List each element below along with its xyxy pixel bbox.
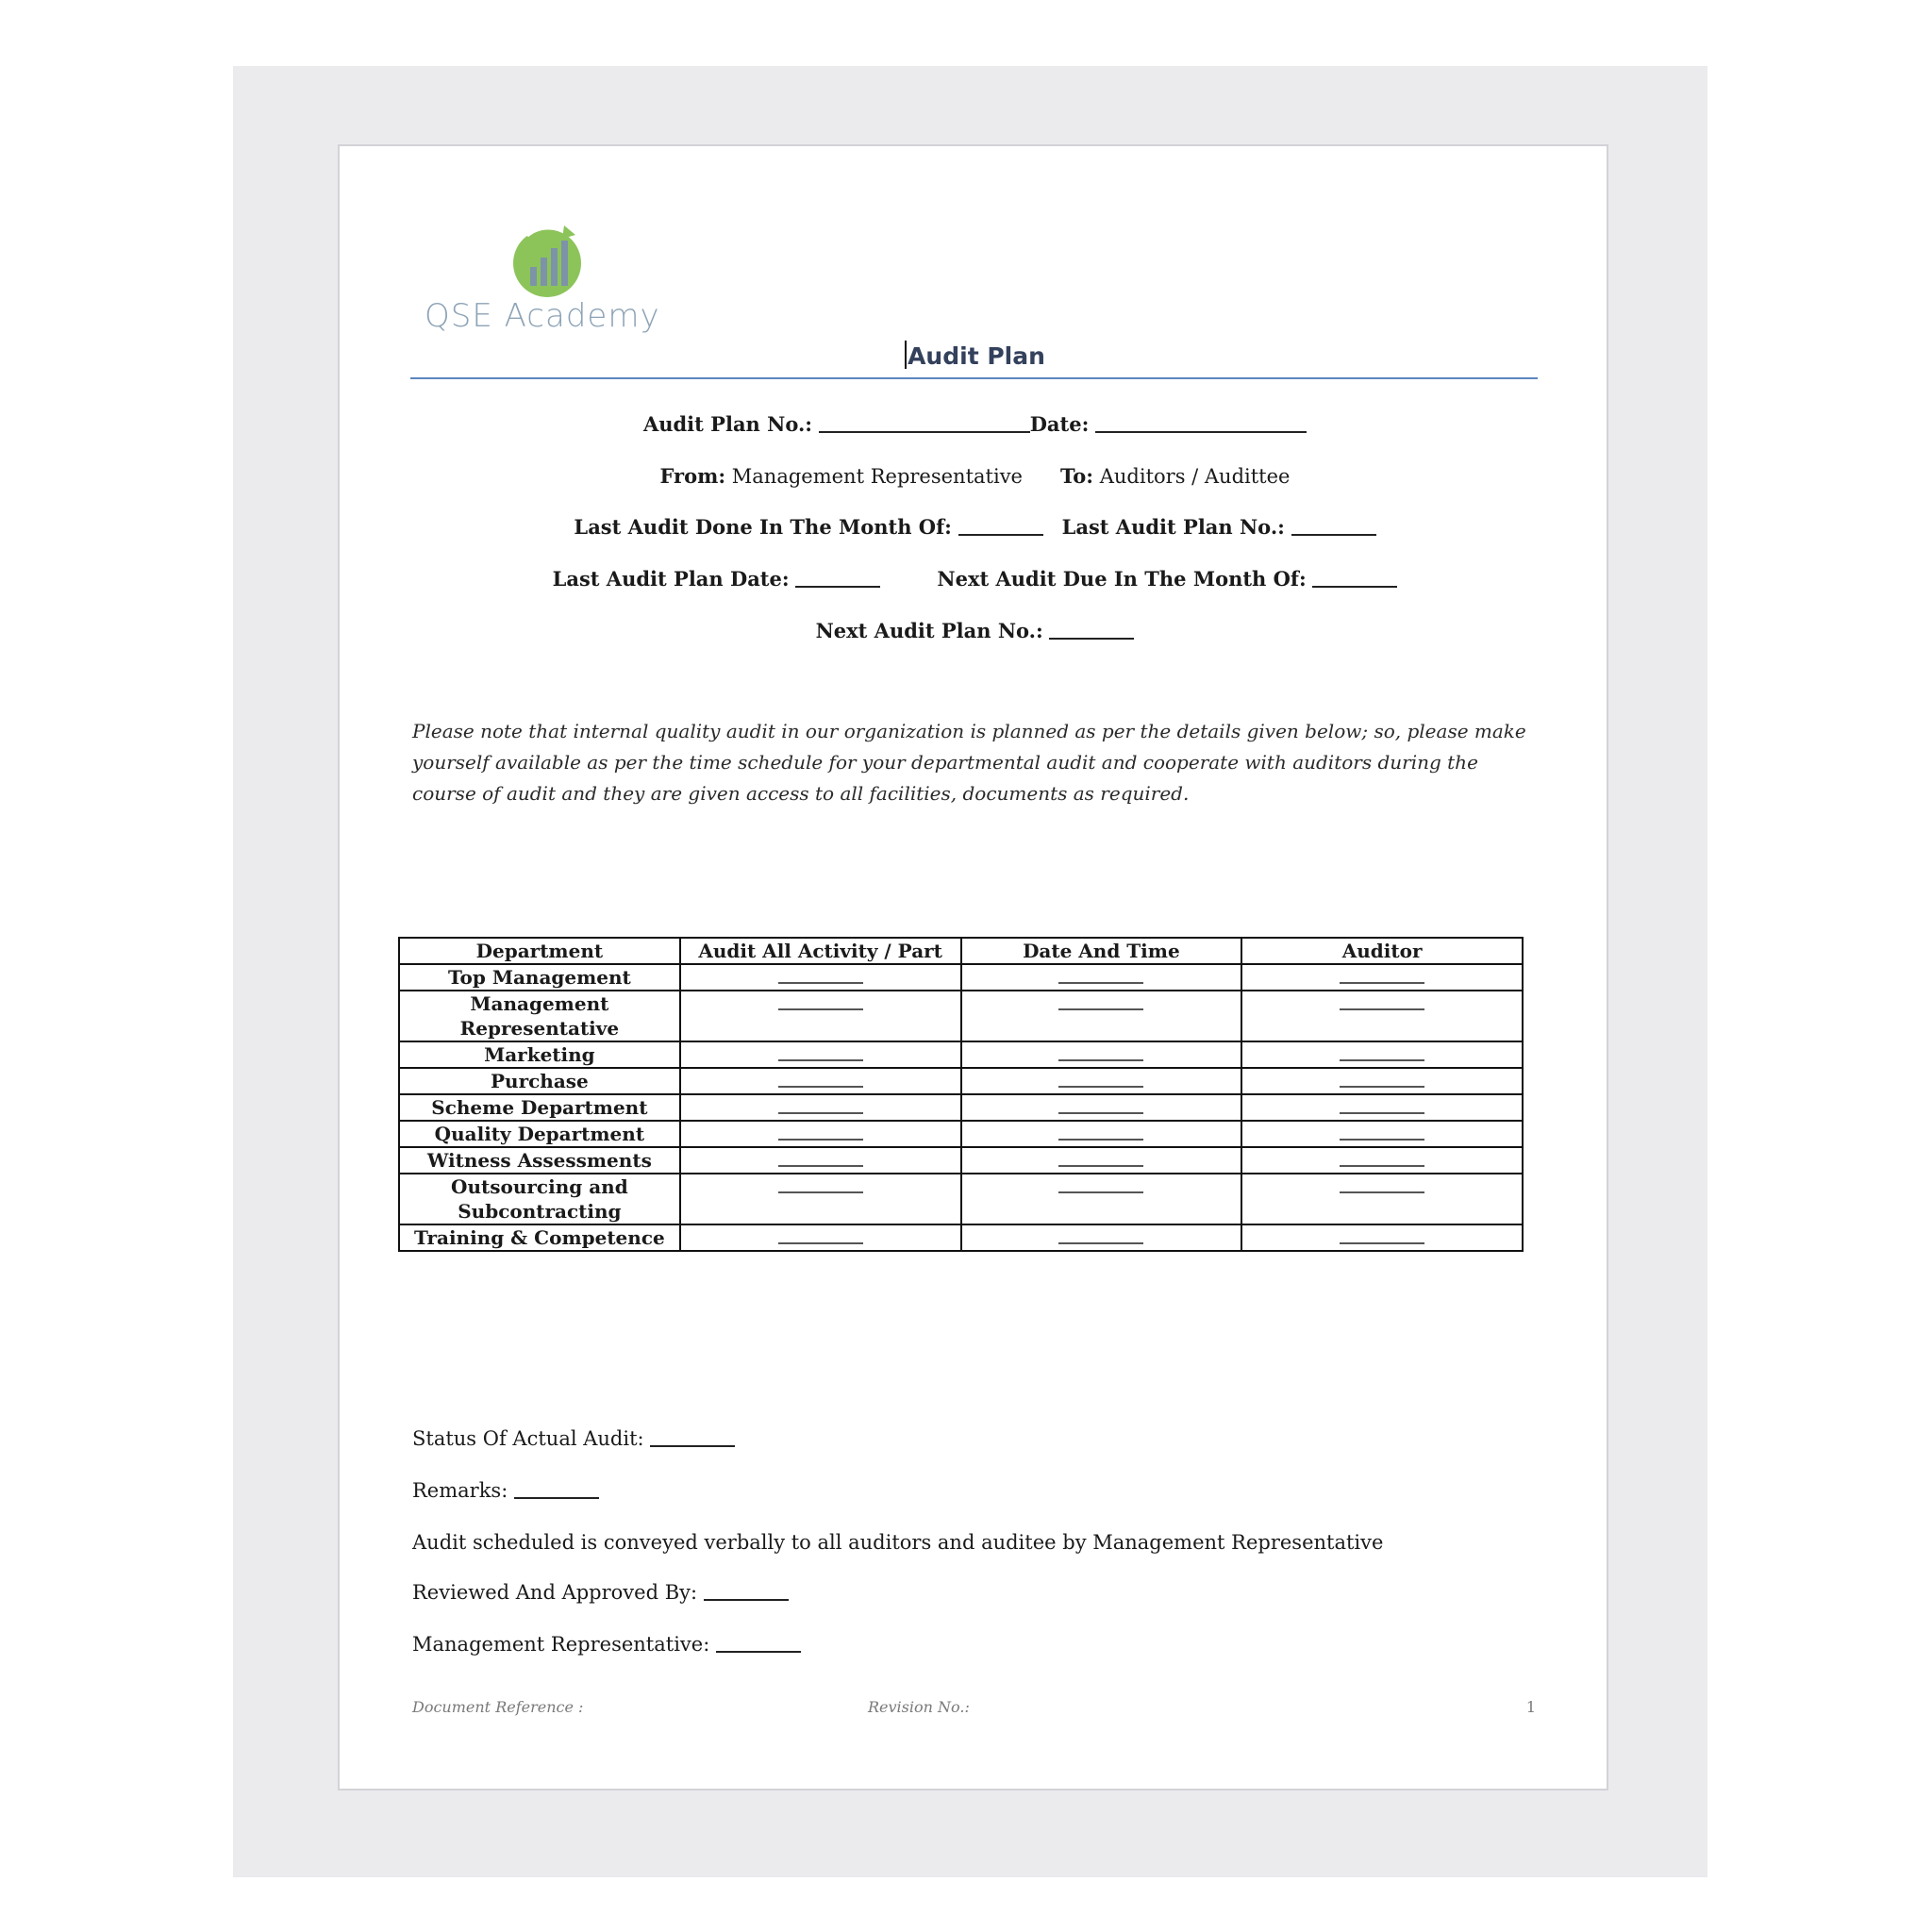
blank-line <box>1340 1125 1424 1141</box>
from-label: From: <box>659 464 726 488</box>
reviewed-line <box>412 1581 789 1604</box>
date-blank[interactable] <box>1095 416 1307 433</box>
blank-line <box>1340 1152 1424 1167</box>
blank-line <box>1340 1046 1424 1061</box>
date-time-cell[interactable] <box>961 1174 1242 1224</box>
to-value: Auditors / Audittee <box>1099 465 1291 488</box>
next-plan-no-blank[interactable] <box>1049 623 1134 640</box>
blank-line <box>1340 1229 1424 1244</box>
blank-line <box>1058 1073 1143 1088</box>
status-blank[interactable] <box>650 1430 735 1447</box>
document-reference: Document Reference : <box>412 1698 584 1716</box>
blank-line <box>1058 1178 1143 1193</box>
blank-line <box>778 1073 863 1088</box>
blank-line <box>1058 969 1143 984</box>
department-cell: Quality Department <box>399 1121 680 1147</box>
auditor-cell[interactable] <box>1241 1068 1523 1094</box>
auditor-cell[interactable] <box>1241 1174 1523 1224</box>
blank-line <box>778 1229 863 1244</box>
date-time-cell[interactable] <box>961 1094 1242 1121</box>
auditor-cell[interactable] <box>1241 1121 1523 1147</box>
next-plan-no-label: Next Audit Plan No.: <box>815 619 1043 642</box>
table-row <box>399 1174 1523 1224</box>
auditor-cell[interactable] <box>1241 1041 1523 1068</box>
header-activity: Audit All Activity / Part <box>680 938 961 964</box>
company-logo <box>425 224 679 337</box>
blank-line <box>1058 1099 1143 1114</box>
blank-line <box>1058 1125 1143 1141</box>
date-time-cell[interactable] <box>961 1121 1242 1147</box>
table-row <box>399 1068 1523 1094</box>
page-number: 1 <box>1525 1698 1536 1716</box>
last-audit-month-blank[interactable] <box>958 519 1043 536</box>
document-title[interactable]: Audit Plan <box>340 341 1610 370</box>
date-time-cell[interactable] <box>961 964 1242 991</box>
from-to-row <box>340 464 1610 488</box>
blank-line <box>1058 1152 1143 1167</box>
from-value: Management Representative <box>731 465 1023 488</box>
blank-line <box>1058 995 1143 1010</box>
header-auditor: Auditor <box>1241 938 1523 964</box>
activity-cell[interactable] <box>680 1041 961 1068</box>
date-time-cell[interactable] <box>961 991 1242 1041</box>
department-cell: Purchase <box>399 1068 680 1094</box>
table-row <box>399 1041 1523 1068</box>
next-plan-no-row <box>340 619 1610 642</box>
header-department: Department <box>399 938 680 964</box>
to-label: To: <box>1060 464 1094 488</box>
auditor-cell[interactable] <box>1241 1094 1523 1121</box>
last-plan-date-row <box>340 567 1610 591</box>
auditor-cell[interactable] <box>1241 1224 1523 1251</box>
activity-cell[interactable] <box>680 1224 961 1251</box>
table-row <box>399 1224 1523 1251</box>
document-page <box>338 144 1608 1790</box>
mr-line <box>412 1633 801 1656</box>
table-row <box>399 991 1523 1041</box>
title-underline <box>410 377 1538 379</box>
blank-line <box>778 1178 863 1193</box>
mr-label: Management Representative: <box>412 1633 710 1656</box>
blank-line <box>778 1099 863 1114</box>
blank-line <box>1340 1073 1424 1088</box>
department-cell: Outsourcing and Subcontracting <box>399 1174 680 1224</box>
audit-schedule-table <box>398 937 1524 1252</box>
activity-cell[interactable] <box>680 1094 961 1121</box>
table-row <box>399 1094 1523 1121</box>
audit-note: Please note that internal quality audit in our organization is planned as per the details given below; so, please make yourself available as per the time schedule for your departmental audit and cooperate with auditors during the course of audit and they are given access to all facilities, documents as required. <box>412 720 1526 805</box>
next-due-label: Next Audit Due In The Month Of: <box>937 567 1307 591</box>
blank-line <box>778 1125 863 1141</box>
next-due-blank[interactable] <box>1312 571 1397 588</box>
date-time-cell[interactable] <box>961 1068 1242 1094</box>
last-audit-row <box>340 515 1610 539</box>
department-cell: Training & Competence <box>399 1224 680 1251</box>
status-label: Status Of Actual Audit: <box>412 1427 644 1450</box>
blank-line <box>778 969 863 984</box>
plan-no-blank[interactable] <box>819 416 1030 433</box>
bar-chart-logo-icon <box>508 224 592 299</box>
blank-line <box>1340 1178 1424 1193</box>
blank-line <box>1340 1099 1424 1114</box>
text-cursor <box>905 341 907 369</box>
logo-text: QSE Academy <box>425 297 660 335</box>
plan-number-date-row <box>340 412 1610 436</box>
date-time-cell[interactable] <box>961 1041 1242 1068</box>
table-row <box>399 1121 1523 1147</box>
department-cell: Witness Assessments <box>399 1147 680 1174</box>
remarks-line <box>412 1479 599 1502</box>
activity-cell[interactable] <box>680 1174 961 1224</box>
activity-cell[interactable] <box>680 991 961 1041</box>
conveyed-text: Audit scheduled is conveyed verbally to all auditors and auditee by Management Representative <box>412 1531 1384 1554</box>
date-time-cell[interactable] <box>961 1224 1242 1251</box>
blank-line <box>778 1152 863 1167</box>
department-cell: Management Representative <box>399 991 680 1041</box>
mr-blank[interactable] <box>716 1636 801 1653</box>
remarks-blank[interactable] <box>514 1482 599 1499</box>
activity-cell[interactable] <box>680 1121 961 1147</box>
department-cell: Marketing <box>399 1041 680 1068</box>
department-cell: Scheme Department <box>399 1094 680 1121</box>
department-cell: Top Management <box>399 964 680 991</box>
last-plan-date-blank[interactable] <box>795 571 880 588</box>
last-plan-no-blank[interactable] <box>1291 519 1376 536</box>
reviewed-blank[interactable] <box>704 1584 789 1601</box>
auditor-cell[interactable] <box>1241 1147 1523 1174</box>
status-line <box>412 1427 735 1450</box>
last-plan-no-label: Last Audit Plan No.: <box>1061 515 1285 539</box>
table-row <box>399 1147 1523 1174</box>
revision-number: Revision No.: <box>868 1698 970 1716</box>
table-row <box>399 964 1523 991</box>
auditor-cell[interactable] <box>1241 964 1523 991</box>
activity-cell[interactable] <box>680 964 961 991</box>
blank-line <box>1340 969 1424 984</box>
date-time-cell[interactable] <box>961 1147 1242 1174</box>
reviewed-label: Reviewed And Approved By: <box>412 1581 698 1604</box>
auditor-cell[interactable] <box>1241 991 1523 1041</box>
plan-no-label: Audit Plan No.: <box>642 412 813 436</box>
blank-line <box>1058 1229 1143 1244</box>
date-label: Date: <box>1029 412 1090 436</box>
last-audit-month-label: Last Audit Done In The Month Of: <box>574 515 952 539</box>
remarks-label: Remarks: <box>412 1479 508 1502</box>
blank-line <box>1058 1046 1143 1061</box>
activity-cell[interactable] <box>680 1147 961 1174</box>
blank-line <box>778 1046 863 1061</box>
table-header-row <box>399 938 1523 964</box>
last-plan-date-label: Last Audit Plan Date: <box>552 567 790 591</box>
header-date-time: Date And Time <box>961 938 1242 964</box>
blank-line <box>778 995 863 1010</box>
blank-line <box>1340 995 1424 1010</box>
activity-cell[interactable] <box>680 1068 961 1094</box>
